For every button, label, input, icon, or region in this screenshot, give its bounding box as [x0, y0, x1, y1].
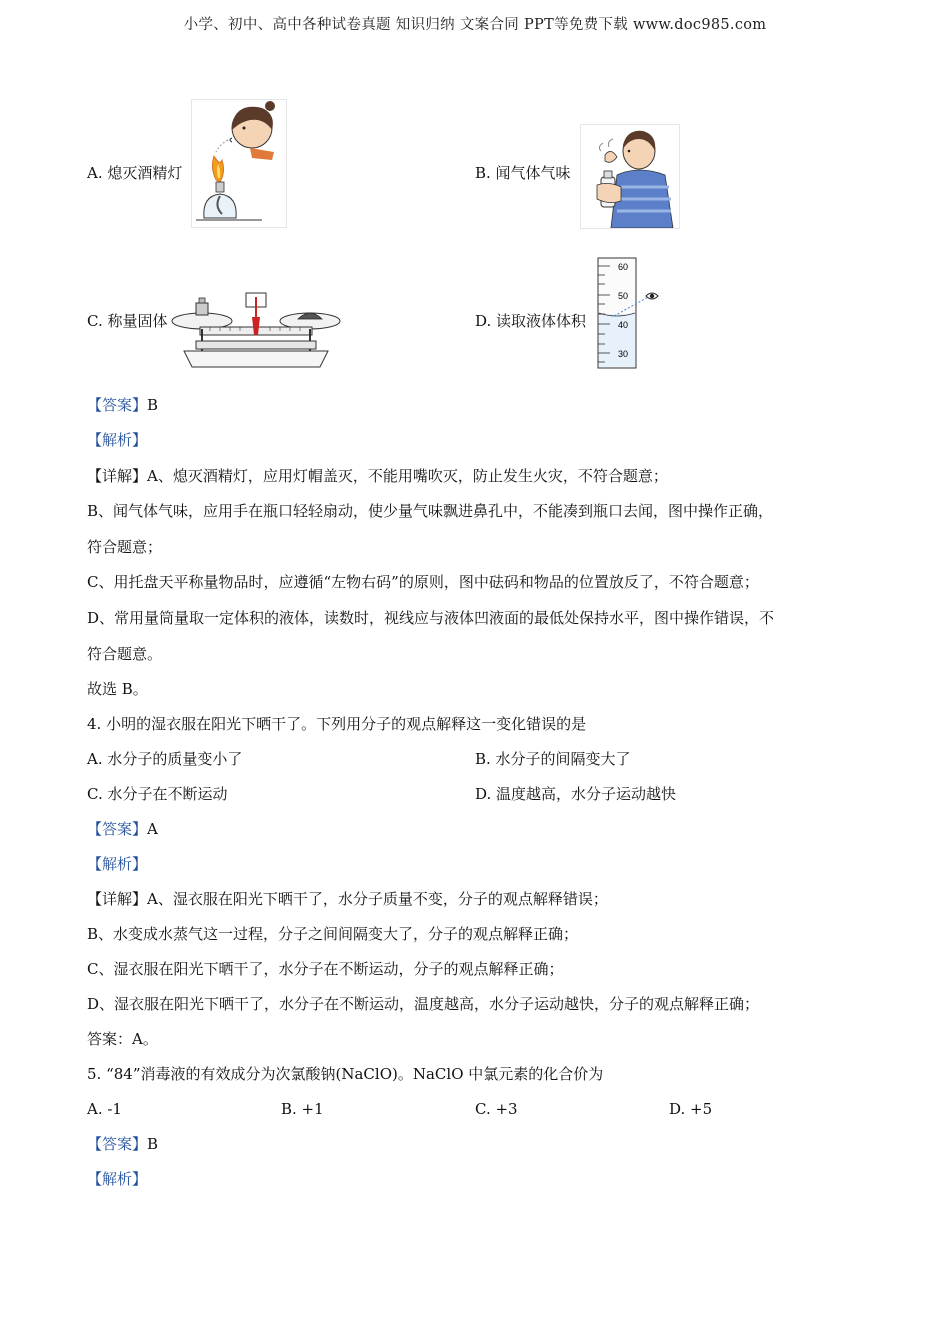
- analysis-tag: 【解析】: [87, 855, 148, 873]
- answer-value: A: [147, 820, 158, 838]
- smell-gas-figure: [580, 124, 680, 229]
- q5-stem: 5. “84”消毒液的有效成分为次氯酸钠(NaClO)。NaClO 中氯元素的化合价为: [87, 1065, 604, 1083]
- cylinder-mark-40: 40: [618, 320, 629, 330]
- q5-answer-line: [87, 1134, 158, 1154]
- q5-option-c: C. +3: [475, 1100, 518, 1118]
- q4-detail-a: 【详解】A、湿衣服在阳光下晒干了，水分子质量不变，分子的观点解释错误；: [87, 890, 608, 908]
- q4-answer-line: [87, 819, 158, 839]
- q5-option-a: A. -1: [87, 1100, 122, 1118]
- answer-value: B: [147, 1135, 159, 1153]
- q3-detail-d2: 符合题意。: [87, 645, 163, 663]
- q5-option-b: B. +1: [281, 1100, 324, 1118]
- q5-option-d: D. +5: [669, 1100, 713, 1118]
- q3-detail-b1: B、闻气体气味，应用手在瓶口轻轻扇动，使少量气味飘进鼻孔中，不能凑到瓶口去闻，图中操作正确，: [87, 502, 774, 520]
- answer-tag: 【答案】: [87, 820, 148, 838]
- q4-detail-d: D、湿衣服在阳光下晒干了，水分子在不断运动，温度越高，水分子运动越快，分子的观点解释正确；: [87, 995, 760, 1013]
- q3-option-a: A. 熄灭酒精灯: [87, 164, 183, 182]
- q4-option-a: A. 水分子的质量变小了: [87, 750, 243, 768]
- q4-detail-c: C、湿衣服在阳光下晒干了，水分子在不断运动，分子的观点解释正确；: [87, 960, 564, 978]
- extinguish-lamp-figure: [191, 99, 287, 228]
- q3-detail-d1: D、常用量筒量取一定体积的液体，读数时，视线应与液体凹液面的最低处保持水平，图中操作错误，不: [87, 609, 775, 627]
- q4-stem: 4. 小明的湿衣服在阳光下晒干了。下列用分子的观点解释这一变化错误的是: [87, 715, 587, 733]
- graduated-cylinder-figure: [594, 256, 660, 370]
- cylinder-mark-50: 50: [618, 291, 629, 301]
- q4-detail-b: B、水变成水蒸气这一过程，分子之间间隔变大了，分子的观点解释正确；: [87, 925, 579, 943]
- q3-detail-a: 【详解】A、熄灭酒精灯，应用灯帽盖灭，不能用嘴吹灭，防止发生火灾，不符合题意；: [87, 467, 668, 485]
- analysis-tag: 【解析】: [87, 1170, 148, 1188]
- q4-option-b: B. 水分子的间隔变大了: [475, 750, 631, 768]
- analysis-tag: 【解析】: [87, 431, 148, 449]
- answer-value: B: [147, 396, 159, 414]
- q3-conclusion: 故选 B。: [87, 680, 148, 698]
- detail-tag: 【详解】: [87, 890, 148, 908]
- balance-figure: [170, 291, 342, 371]
- q3-option-d: D. 读取液体体积: [475, 312, 587, 330]
- answer-tag: 【答案】: [87, 396, 148, 414]
- q3-answer-line: [87, 395, 158, 415]
- q3-detail-c: C、用托盘天平称量物品时，应遵循“左物右码”的原则，图中砝码和物品的位置放反了，不符合题意；: [87, 573, 759, 591]
- q3-detail-b2: 符合题意；: [87, 538, 163, 556]
- q4-conclusion: 答案：A。: [87, 1030, 158, 1048]
- page-header: 小学、初中、高中各种试卷真题 知识归纳 文案合同 PPT等免费下载 www.doc985.com: [183, 17, 767, 33]
- q3-option-c: C. 称量固体: [87, 312, 168, 330]
- q4-option-d: D. 温度越高，水分子运动越快: [475, 785, 677, 803]
- q4-option-c: C. 水分子在不断运动: [87, 785, 228, 803]
- cylinder-mark-30: 30: [618, 349, 629, 359]
- answer-tag: 【答案】: [87, 1135, 148, 1153]
- cylinder-mark-60: 60: [618, 262, 629, 272]
- detail-tag: 【详解】: [87, 467, 148, 485]
- q3-option-b: B. 闻气体气味: [475, 164, 571, 182]
